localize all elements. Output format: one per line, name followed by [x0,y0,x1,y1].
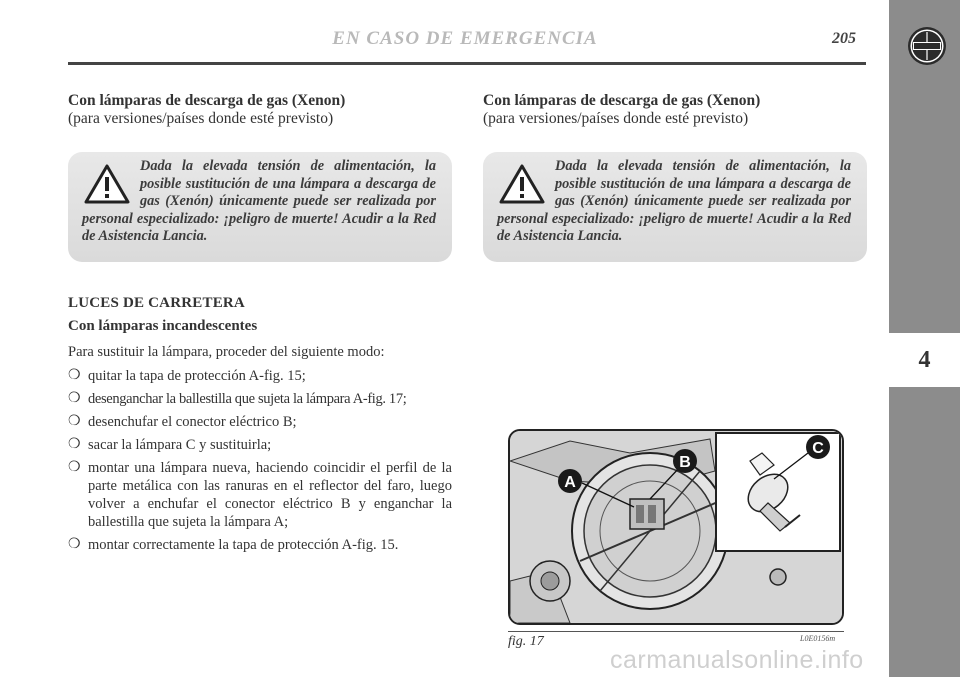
step-text: desenchufar el conector eléctrico B; [88,414,297,430]
list-item [68,390,452,408]
list-item [68,459,452,531]
bullet-circle-icon: ❍ [68,414,81,429]
caption-rule [508,631,844,632]
left-warning-text: Dada la elevada tensión de alimentación, la posible sustitución de una lámpara a descarga de gas (Xenón) únicamente puede ser realizada por personal especializado: ¡peligro de muerte! Acudir a la Red de Asistencia Lancia. [82,158,436,244]
step-text: quitar la tapa de protección A-fig. 15; [88,368,306,384]
figure-code: L0E0156m [800,634,836,643]
figure-caption: fig. 17 [508,634,544,649]
instructions-block [68,295,452,559]
headlamp-illustration [508,429,844,625]
page-number: 205 [832,30,856,47]
intro-text: Para sustituir la lámpara, proceder del siguiente modo: [68,344,385,360]
chapter-number[interactable]: 4 [889,333,960,387]
step-text: montar correctamente la tapa de protección A-fig. 15. [88,537,399,553]
site-watermark: carmanualsonline.info [610,646,864,674]
callout-label-b: B [679,454,691,471]
right-section-title: Con lámparas de descarga de gas (Xenon) [483,92,761,109]
bullet-circle-icon: ❍ [68,537,81,552]
left-column [68,92,452,128]
list-item [68,536,452,554]
bullet-circle-icon: ❍ [68,460,81,475]
bullet-circle-icon: ❍ [68,437,81,452]
left-section-subtitle: (para versiones/países donde esté previsto) [68,110,334,127]
section-subheading: Con lámparas incandescentes [68,318,258,334]
step-text: sacar la lámpara C y sustituirla; [88,437,272,453]
callout-label-a: A [564,474,576,491]
right-warning-box [483,152,867,262]
headlamp-drawing-icon [510,431,842,623]
warning-triangle-icon [499,164,545,204]
steps-list [68,367,452,554]
step-text: desenganchar la ballestilla que sujeta la lámpara A-fig. 17; [88,391,407,407]
callout-label-c: C [812,440,824,457]
chapter-side-tab [889,0,960,677]
lancia-logo-icon [907,26,947,66]
left-warning-box [68,152,452,262]
right-warning-text: Dada la elevada tensión de alimentación, la posible sustitución de una lámpara a descarga de gas (Xenón) únicamente puede ser realizada por personal especializado: ¡peligro de muerte! Acudir a la Red de Asistencia Lancia. [497,158,851,244]
bullet-circle-icon: ❍ [68,391,81,406]
bullet-circle-icon: ❍ [68,368,81,383]
step-text: montar una lámpara nueva, haciendo coincidir el perfil de la parte metálica con las ranuras en el reflector del faro, luego volver a enchufar el conector eléctrico B y enganchar la ballestilla que sujeta la lámpara A; [88,460,452,530]
header-rule [68,62,866,65]
section-heading: LUCES DE CARRETERA [68,295,245,311]
running-header-title: EN CASO DE EMERGENCIA [332,28,598,49]
list-item [68,367,452,385]
list-item [68,413,452,431]
right-column [483,92,867,128]
list-item [68,436,452,454]
left-section-title: Con lámparas de descarga de gas (Xenon) [68,92,346,109]
warning-triangle-icon [84,164,130,204]
right-section-subtitle: (para versiones/países donde esté previsto) [483,110,749,127]
